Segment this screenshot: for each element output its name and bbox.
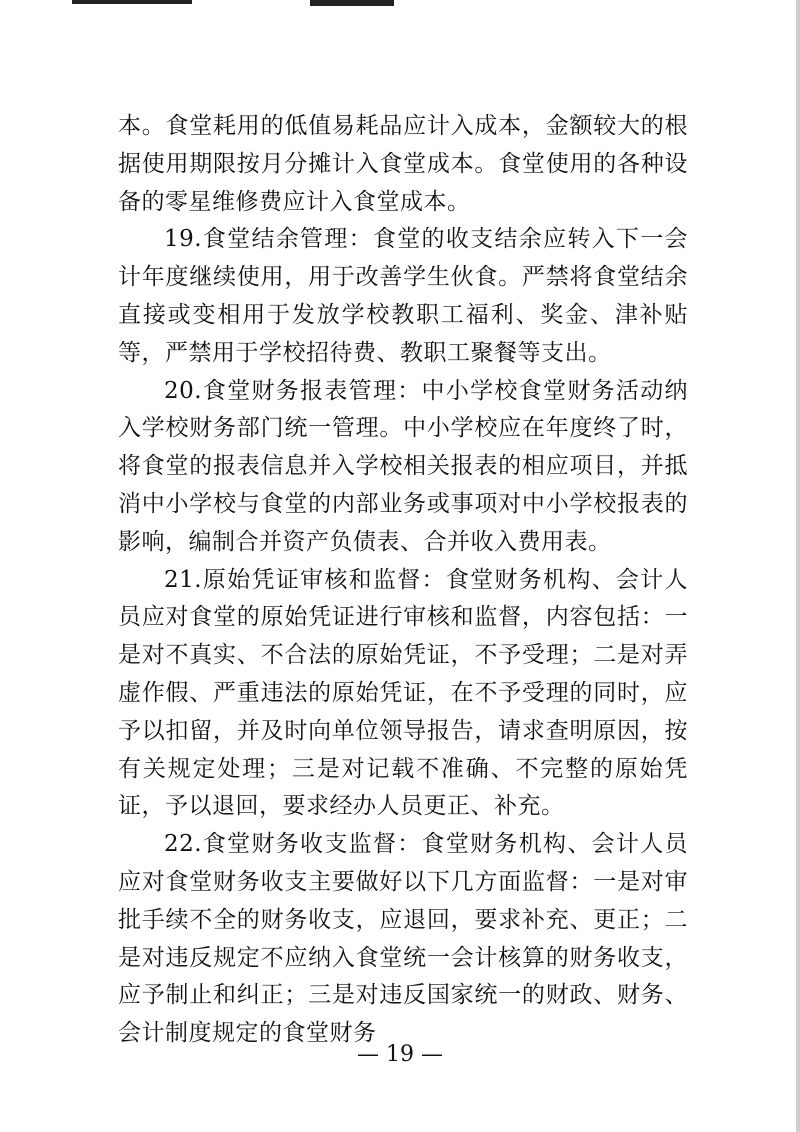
- document-body: [118, 108, 688, 1053]
- scan-top-marks: [0, 0, 800, 14]
- paragraph-item-20: 20.食堂财务报表管理：中小学校食堂财务活动纳入学校财务部门统一管理。中小学校应在年度终了时，将食堂的报表信息并入学校相关报表的相应项目，并抵消中小学校与食堂的内部业务或事项对中小学校报表的影响，编制合并资产负债表、合并收入费用表。: [118, 377, 688, 555]
- scan-mark: [310, 0, 394, 6]
- page-number: — 19 —: [357, 1042, 443, 1067]
- paragraph-continuation: 本。食堂耗用的低值易耗品应计入成本，金额较大的根据使用期限按月分摊计入食堂成本。食堂使用的各种设备的零星维修费应计入食堂成本。: [118, 113, 688, 215]
- paragraph-item-22: 22.食堂财务收支监督：食堂财务机构、会计人员应对食堂财务收支主要做好以下几方面监督：一是对审批手续不全的财务收支，应退回，要求补充、更正；二是对违反规定不应纳入食堂统一会计核算的财务收支，应予制止和纠正；三是对违反国家统一的财政、财务、会计制度规定的食堂财务: [118, 831, 688, 1047]
- scan-edge-shadow: [796, 0, 800, 1132]
- paragraph-item-21: 21.原始凭证审核和监督：食堂财务机构、会计人员应对食堂的原始凭证进行审核和监督，内容包括：一是对不真实、不合法的原始凭证，不予受理；二是对弄虚作假、严重违法的原始凭证，在不予受理的同时，应予以扣留，并及时向单位领导报告，请求查明原因，按有关规定处理；三是对记载不准确、不完整的原始凭证，予以退回，要求经办人员更正、补充。: [118, 566, 688, 820]
- paragraph-item-19: 19.食堂结余管理：食堂的收支结余应转入下一会计年度继续使用，用于改善学生伙食。严禁将食堂结余直接或变相用于发放学校教职工福利、奖金、津补贴等，严禁用于学校招待费、教职工聚餐等支出。: [118, 226, 688, 366]
- scan-mark: [72, 0, 192, 4]
